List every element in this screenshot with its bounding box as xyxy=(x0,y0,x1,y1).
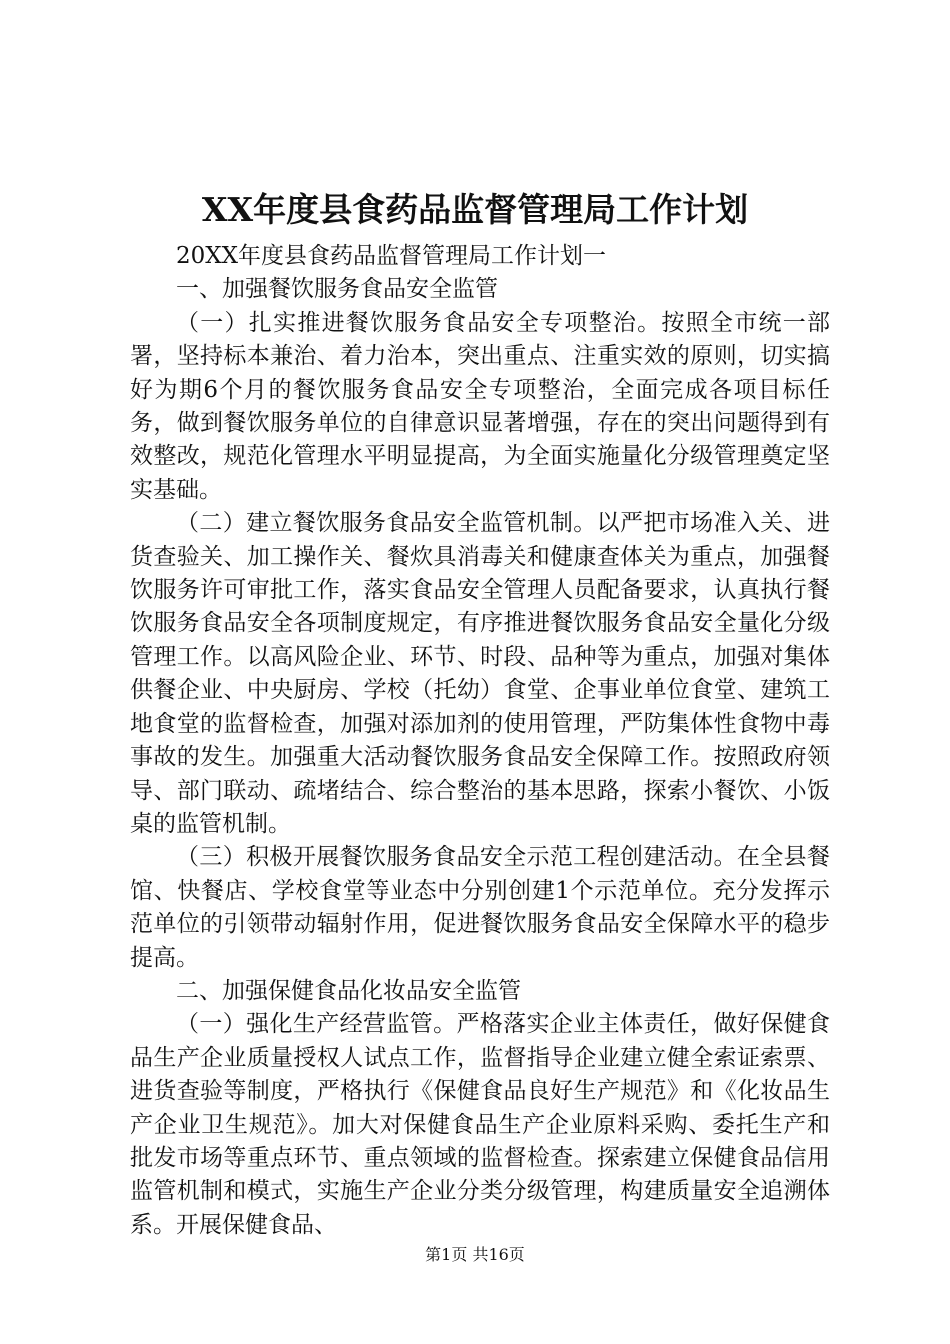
document-body xyxy=(130,240,830,1242)
paragraph-1-1: （一）扎实推进餐饮服务食品安全专项整治。按照全市统一部署，坚持标本兼治、着力治本，突出重点、注重实效的原则，切实搞好为期6个月的餐饮服务食品安全专项整治，全面完成各项目标任务，做到餐饮服务单位的自律意识显著增强，存在的突出问题得到有效整改，规范化管理水平明显提高，为全面实施量化分级管理奠定坚实基础。 xyxy=(130,309,830,503)
section-heading-2: 二、加强保健食品化妆品安全监管 xyxy=(176,977,521,1004)
page-number-footer: 第1页 共16页 xyxy=(425,1245,525,1264)
document-subtitle: 20XX年度县食药品监督管理局工作计划一 xyxy=(176,243,607,269)
page-title: XX年度县食药品监督管理局工作计划 xyxy=(201,190,749,229)
paragraph-1-2: （二）建立餐饮服务食品安全监管机制。以严把市场准入关、进货查验关、加工操作关、餐炊具消毒关和健康查体关为重点，加强餐饮服务许可审批工作，落实食品安全管理人员配备要求，认真执行餐饮服务食品安全各项制度规定，有序推进餐饮服务食品安全量化分级管理工作。以高风险企业、环节、时段、品种等为重点，加强对集体供餐企业、中央厨房、学校（托幼）食堂、企事业单位食堂、建筑工地食堂的监督检查，加强对添加剂的使用管理，严防集体性食物中毒事故的发生。加强重大活动餐饮服务食品安全保障工作。按照政府领导、部门联动、疏堵结合、综合整治的基本思路，探索小餐饮、小饭桌的监管机制。 xyxy=(130,510,830,837)
section-heading-1: 一、加强餐饮服务食品安全监管 xyxy=(176,276,498,303)
paragraph-1-3: （三）积极开展餐饮服务食品安全示范工程创建活动。在全县餐馆、快餐店、学校食堂等业态中分别创建1个示范单位。充分发挥示范单位的引领带动辐射作用，促进餐饮服务食品安全保障水平的稳步提高。 xyxy=(130,844,830,971)
paragraph-2-1: （一）强化生产经营监管。严格落实企业主体责任，做好保健食品生产企业质量授权人试点工作，监督指导企业建立健全索证索票、进货查验等制度，严格执行《保健食品良好生产规范》和《化妆品生产企业卫生规范》。加大对保健食品生产企业原料采购、委托生产和批发市场等重点环节、重点领域的监督检查。探索建立保健食品信用监管机制和模式，实施生产企业分类分级管理，构建质量安全追溯体系。开展保健食品、 xyxy=(130,1011,830,1238)
